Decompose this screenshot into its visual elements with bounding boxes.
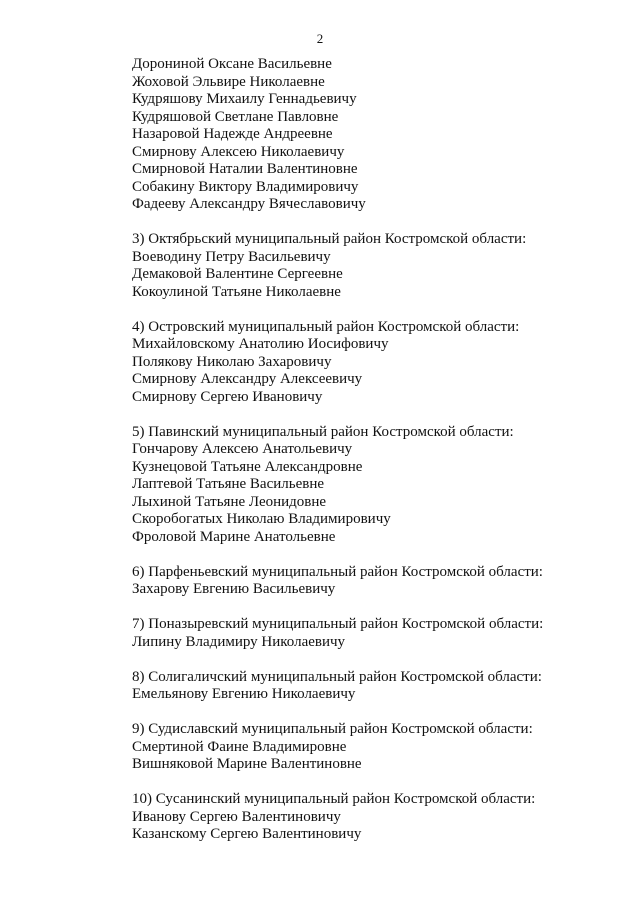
person-name: Липину Владимиру Николаевичу: [132, 633, 346, 650]
person-name: Жоховой Эльвире Николаевне: [132, 73, 325, 90]
district-section-ostrovsky: [132, 319, 612, 407]
person-name: Фроловой Марине Анатольевне: [132, 528, 336, 545]
district-section-sudislavsky: [132, 721, 612, 774]
page-number: 2: [316, 31, 324, 46]
person-name: Кудряшову Михаилу Геннадьевичу: [132, 91, 357, 107]
district-section-ponazyrevsky: [132, 616, 612, 651]
person-name: Смирнову Александру Алексеевичу: [132, 371, 363, 387]
district-section-pavinsky: [132, 424, 612, 547]
district-heading: 5) Павинский муниципальный район Костромской области:: [132, 423, 514, 440]
person-name: Гончарову Алексею Анатольевичу: [132, 441, 353, 457]
person-name: Скоробогатых Николаю Владимировичу: [132, 511, 391, 527]
district-heading: 9) Судиславский муниципальный район Костромской области:: [132, 721, 533, 737]
district-heading: 3) Октябрьский муниципальный район Костромской области:: [132, 231, 527, 247]
person-name: Михайловскому Анатолию Иосифовичу: [132, 336, 389, 352]
person-name: Казанскому Сергею Валентиновичу: [132, 826, 362, 842]
document-body: [132, 56, 612, 844]
person-name: Назаровой Надежде Андреевне: [132, 126, 333, 142]
person-name: Кокоулиной Татьяне Николаевне: [132, 283, 341, 300]
person-name: Собакину Виктору Владимировичу: [132, 178, 359, 195]
person-name: Полякову Николаю Захаровичу: [132, 353, 332, 370]
name-list-continued: [132, 56, 612, 214]
district-section-soligalichsky: [132, 669, 612, 704]
district-heading: 7) Поназыревский муниципальный район Костромской области:: [132, 616, 544, 632]
person-name: Фадееву Александру Вячеславовичу: [132, 196, 366, 212]
person-name: Смирнову Алексею Николаевичу: [132, 143, 345, 160]
district-heading: 10) Сусанинский муниципальный район Костромской области:: [132, 791, 536, 807]
person-name: Лыхиной Татьяне Леонидовне: [132, 493, 327, 510]
person-name: Смертиной Фаине Владимировне: [132, 738, 347, 755]
district-heading: 4) Островский муниципальный район Костромской области:: [132, 318, 520, 335]
person-name: Кудряшовой Светлане Павловне: [132, 108, 339, 125]
person-name: Дорониной Оксане Васильевне: [132, 56, 332, 72]
person-name: Лаптевой Татьяне Васильевне: [132, 476, 325, 492]
person-name: Смирновой Наталии Валентиновне: [132, 161, 358, 177]
person-name: Кузнецовой Татьяне Александровне: [132, 458, 363, 475]
district-section-susaninsky: [132, 791, 612, 844]
person-name: Иванову Сергею Валентиновичу: [132, 808, 341, 825]
district-section-oktyabrsky: [132, 231, 612, 301]
person-name: Демаковой Валентине Сергеевне: [132, 266, 343, 282]
district-section-parfenyevsky: [132, 564, 612, 599]
person-name: Емельянову Евгению Николаевичу: [132, 686, 356, 702]
person-name: Вишняковой Марине Валентиновне: [132, 756, 362, 772]
person-name: Смирнову Сергею Ивановичу: [132, 388, 323, 405]
person-name: Воеводину Петру Васильевичу: [132, 248, 331, 265]
person-name: Захарову Евгению Васильевичу: [132, 581, 336, 597]
district-heading: 8) Солигаличский муниципальный район Костромской области:: [132, 668, 542, 685]
district-heading: 6) Парфеньевский муниципальный район Костромской области:: [132, 563, 543, 580]
